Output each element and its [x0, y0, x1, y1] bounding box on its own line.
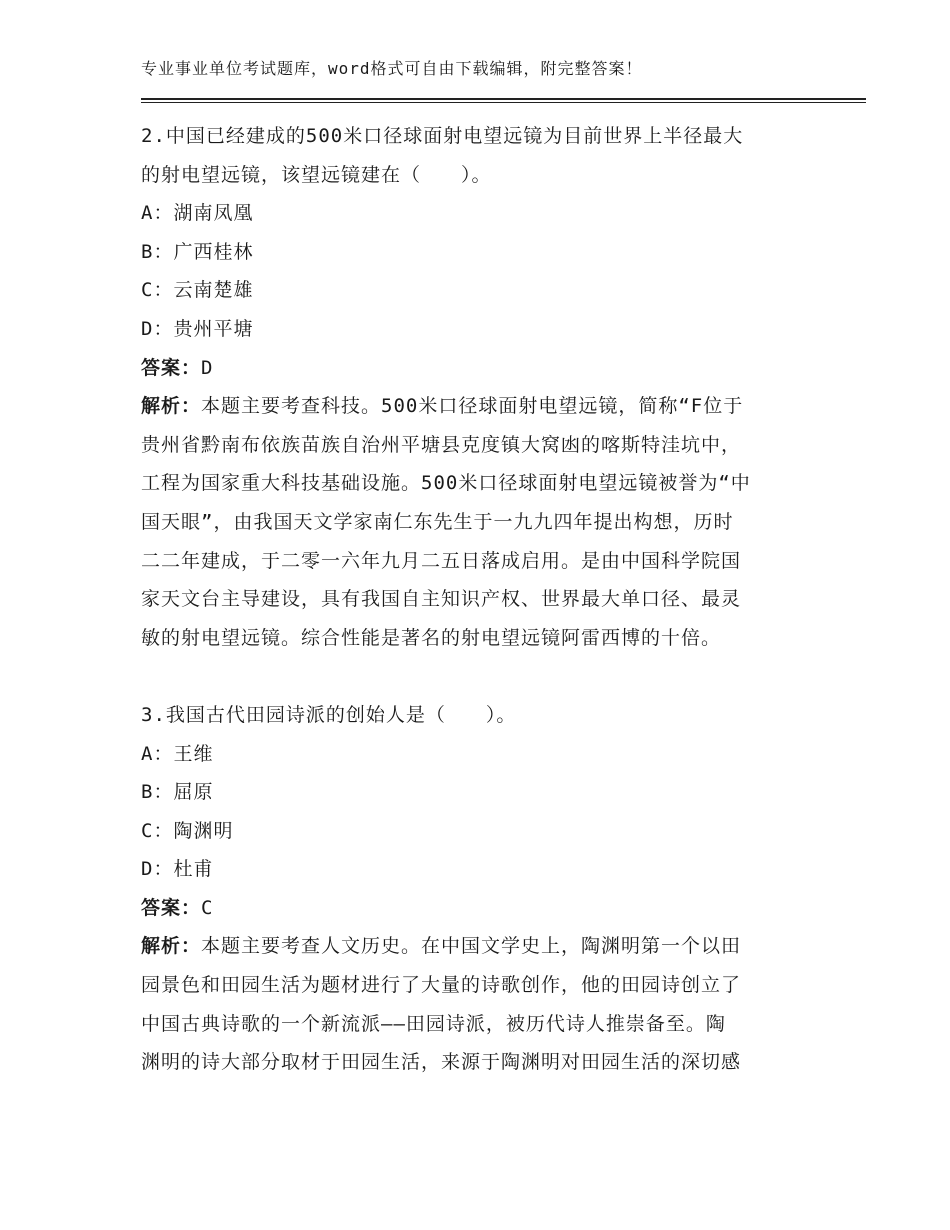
analysis-text: 本题主要考查科技。500米口径球面射电望远镜，简称“F位于 [201, 395, 744, 418]
analysis-line: 贵州省黔南布依族苗族自治州平塘县克度镇大窝凼的喀斯特洼坑中， [141, 433, 742, 456]
header-rule-thin [141, 102, 866, 103]
analysis-line: 园景色和田园生活为题材进行了大量的诗歌创作，他的田园诗创立了 [141, 974, 742, 997]
answer-label: 答案： [141, 896, 202, 919]
question-stem-line: 2.中国已经建成的500米口径球面射电望远镜为目前世界上半径最大 [141, 125, 744, 147]
answer-label: 答案： [141, 356, 202, 379]
answer-value: D [201, 356, 214, 379]
option-a: A：湖南凤凰 [141, 202, 254, 225]
analysis-label: 解析： [141, 395, 202, 418]
analysis-text: 本题主要考查人文历史。在中国文学史上，陶渊明第一个以田 [201, 935, 742, 958]
analysis-line: 家天文台主导建设，具有我国自主知识产权、世界最大单口径、最灵 [141, 588, 742, 611]
header-rule-thick [141, 98, 866, 100]
analysis-line: 二二年建成，于二零一六年九月二五日落成启用。是由中国科学院国 [141, 549, 742, 572]
answer-value: C [201, 896, 214, 919]
analysis-line [141, 927, 811, 966]
analysis-label: 解析： [141, 935, 202, 958]
option-b: B：屈原 [141, 781, 214, 804]
option-d: D：贵州平塘 [141, 317, 254, 340]
answer-line [141, 349, 811, 388]
question-stem-line: 3.我国古代田园诗派的创始人是（ ）。 [141, 703, 517, 726]
analysis-line: 敏的射电望远镜。综合性能是著名的射电望远镜阿雷西博的十倍。 [141, 626, 722, 649]
question-spacer [141, 657, 811, 696]
option-c: C：陶渊明 [141, 819, 234, 842]
analysis-line: 工程为国家重大科技基础设施。500米口径球面射电望远镜被誉为“中 [141, 472, 751, 495]
option-a: A：王维 [141, 742, 214, 765]
question-stem-line: 的射电望远镜，该望远镜建在（ ）。 [141, 163, 492, 186]
option-b: B：广西桂林 [141, 240, 254, 263]
question-block [141, 696, 811, 1082]
analysis-line: 国天眼”，由我国天文学家南仁东先生于一九九四年提出构想，历时 [141, 510, 734, 533]
question-content [141, 117, 811, 1082]
analysis-line [141, 387, 811, 426]
page-header: 专业事业单位考试题库，word格式可自由下载编辑，附完整答案！ [141, 59, 643, 78]
option-d: D：杜甫 [141, 858, 214, 881]
question-block [141, 117, 811, 657]
option-c: C：云南楚雄 [141, 279, 254, 302]
answer-line [141, 889, 811, 928]
analysis-line: 渊明的诗大部分取材于田园生活，来源于陶渊明对田园生活的深切感 [141, 1051, 742, 1074]
analysis-line: 中国古典诗歌的一个新流派——田园诗派，被历代诗人推崇备至。陶 [141, 1012, 726, 1035]
